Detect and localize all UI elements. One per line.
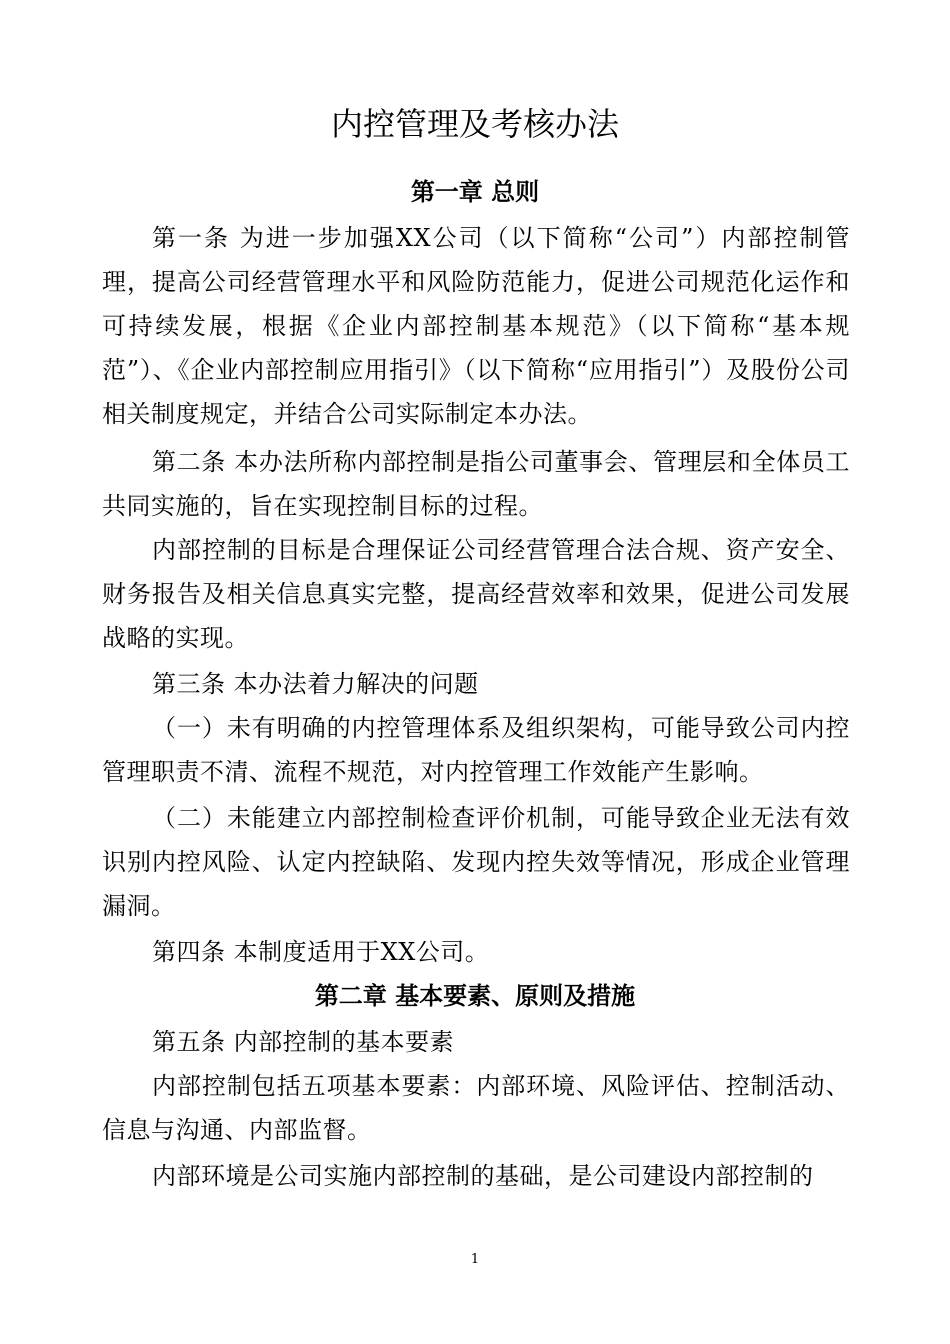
- issue-2-paragraph: （二）未能建立内部控制检查评价机制，可能导致企业无法有效识别内控风险、认定内控缺陷、发现内控失效等情况，形成企业管理漏洞。: [102, 804, 850, 920]
- page-number: 1: [470, 1252, 480, 1267]
- chapter-1-heading: 第一章 总则: [410, 178, 540, 206]
- article-1-paragraph: 第一条 为进一步加强XX公司（以下简称“公司”）内部控制管理，提高公司经营管理水平和风险防范能力，促进公司规范化运作和可持续发展，根据《企业内部控制基本规范》（以下简称“基本规范”）、《企业内部控制应用指引》（以下简称“应用指引”）及股份公司相关制度规定，并结合公司实际制定本办法。: [102, 224, 850, 428]
- article-3-paragraph: 第三条 本办法着力解决的问题: [152, 670, 479, 698]
- chapter-2-heading: 第二章 基本要素、原则及措施: [314, 982, 636, 1010]
- issue-1-paragraph: （一）未有明确的内控管理体系及组织架构，可能导致公司内控管理职责不清、流程不规范，对内控管理工作效能产生影响。: [102, 714, 850, 786]
- article-4-paragraph: 第四条 本制度适用于XX公司。: [152, 938, 490, 966]
- document-title: 内控管理及考核办法: [330, 105, 619, 143]
- article-2-paragraph: 第二条 本办法所称内部控制是指公司董事会、管理层和全体员工共同实施的，旨在实现控制目标的过程。: [102, 448, 850, 520]
- article-5-paragraph: 第五条 内部控制的基本要素: [152, 1028, 455, 1056]
- internal-environment-paragraph: 内部环境是公司实施内部控制的基础，是公司建设内部控制的: [152, 1162, 814, 1190]
- control-objective-paragraph: 内部控制的目标是合理保证公司经营管理合法合规、资产安全、财务报告及相关信息真实完整，提高经营效率和效果，促进公司发展战略的实现。: [102, 536, 850, 652]
- basic-elements-paragraph: 内部控制包括五项基本要素：内部环境、风险评估、控制活动、信息与沟通、内部监督。: [102, 1072, 850, 1144]
